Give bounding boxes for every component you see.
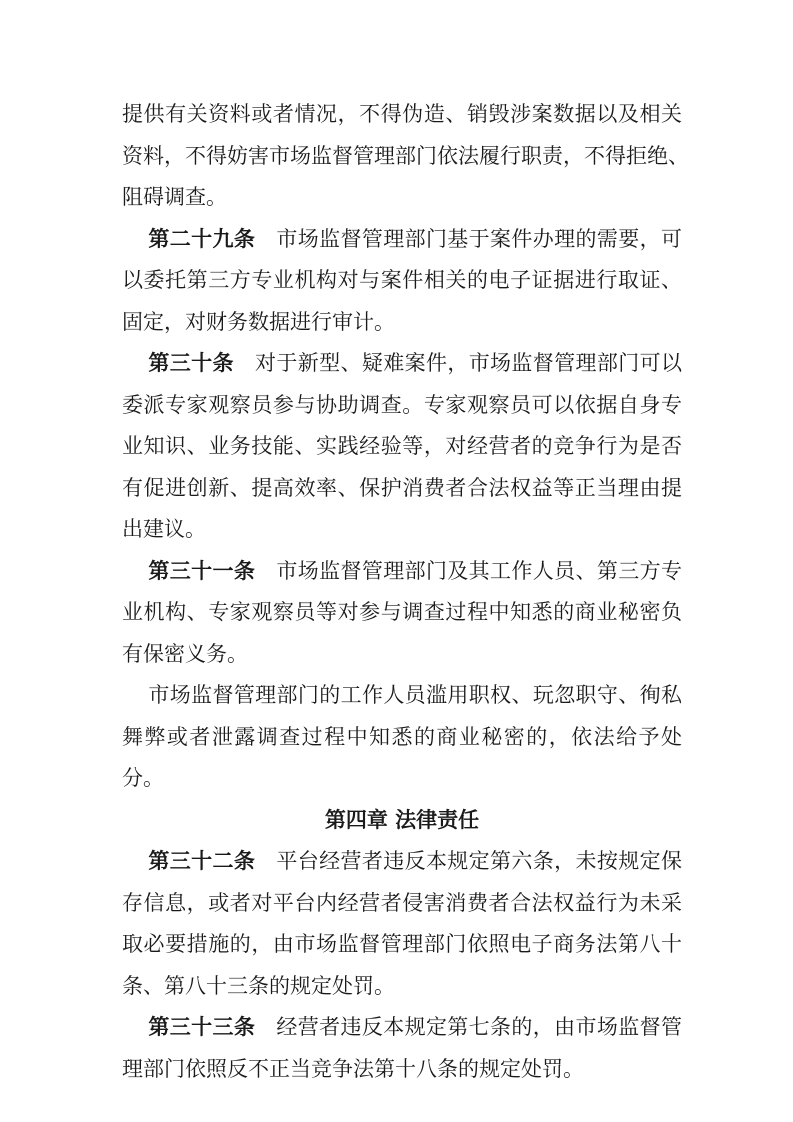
article-30-label: 第三十条: [148, 351, 234, 375]
article-29-label: 第二十九条: [148, 227, 256, 251]
article-32-line-2: 存信息，或者对平台内经营者侵害消费者合法权益行为未采: [122, 891, 682, 915]
article-32-line-1: [122, 847, 682, 875]
article-30-line-5: 出建议。: [122, 517, 206, 541]
article-31-line-2: 业机构、专家观察员等对参与调查过程中知悉的商业秘密负: [122, 600, 682, 624]
article-33-text-1: 经营者违反本规定第七条的，由市场监督管: [276, 1015, 683, 1039]
article-33-line-1: [122, 1013, 682, 1041]
article-31-para2-line-3: 分。: [122, 766, 164, 790]
article-31-label: 第三十一条: [148, 559, 256, 583]
article-31-line-1: [122, 557, 682, 585]
article-33-label: 第三十三条: [148, 1015, 256, 1039]
article-32-line-4: 条、第八十三条的规定处罚。: [122, 974, 395, 998]
article-32-text-1: 平台经营者违反本规定第六条，未按规定保: [276, 849, 683, 873]
article-31-para2-line-2: 舞弊或者泄露调查过程中知悉的商业秘密的，依法给予处: [122, 725, 682, 749]
article-31-para2-line-1: [122, 681, 682, 709]
article-31-text-1: 市场监督管理部门及其工作人员、第三方专: [276, 559, 683, 583]
article-30-line-2: 委派专家观察员参与协助调查。专家观察员可以依据自身专: [122, 393, 682, 417]
article-30-line-1: [122, 349, 682, 377]
article-29-text-1: 市场监督管理部门基于案件办理的需要，可: [276, 227, 683, 251]
article-31-line-3: 有保密义务。: [122, 642, 248, 666]
article-31-para2-text-1: 市场监督管理部门的工作人员滥用职权、玩忽职守、徇私: [148, 683, 682, 707]
article-32-line-3: 取必要措施的，由市场监督管理部门依照电子商务法第八十: [122, 932, 682, 956]
article-29-line-1: [122, 225, 682, 253]
article-30-line-4: 有促进创新、提高效率、保护消费者合法权益等正当理由提: [122, 476, 682, 500]
intro-line-2: 资料，不得妨害市场监督管理部门依法履行职责，不得拒绝、: [122, 144, 689, 168]
article-29-line-3: 固定，对财务数据进行审计。: [122, 310, 395, 334]
intro-line-3: 阻碍调查。: [122, 185, 227, 209]
intro-line-1: 提供有关资料或者情况，不得伪造、销毁涉案数据以及相关: [122, 102, 682, 126]
article-29-line-2: 以委托第三方专业机构对与案件相关的电子证据进行取证、: [122, 268, 682, 292]
article-30-line-3: 业知识、业务技能、实践经验等，对经营者的竞争行为是否: [122, 434, 682, 458]
article-32-label: 第三十二条: [148, 849, 256, 873]
chapter-4-title: 第四章 法律责任: [324, 808, 480, 832]
article-30-text-1: 对于新型、疑难案件，市场监督管理部门可以: [255, 351, 683, 375]
article-33-line-2: 理部门依照反不正当竞争法第十八条的规定处罚。: [122, 1057, 584, 1081]
